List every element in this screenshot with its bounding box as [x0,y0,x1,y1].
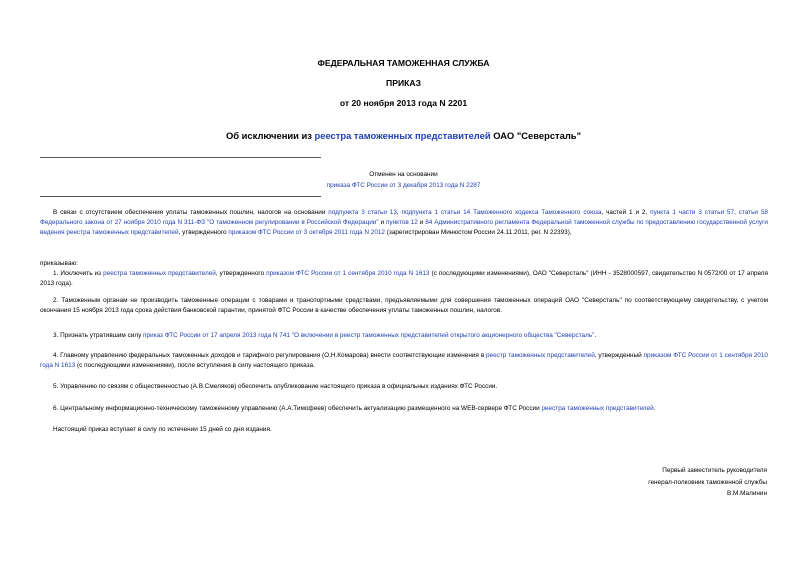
order-word: приказываю: [40,260,78,267]
title-text-before: Об исключении из [225,130,315,141]
preamble-text: и [417,219,426,227]
preamble-text: В связи с отсутствием обеспечения уплаты таможенных пошлин, налогов на основании [53,209,329,216]
preamble-link[interactable]: подпункта 3 статьи 13 [328,209,397,216]
signer-position: Первый заместитель руководителя [662,467,767,474]
title-text-after: ОАО "Северсталь" [490,130,582,141]
preamble-link[interactable]: подпункта 1 статьи 14 Таможенного кодекса Таможенного союза [401,209,602,216]
preamble-text: , утвержденного [178,229,229,237]
order-item-6 [40,404,768,414]
item-text: 6. Центральному информационно-техническому таможенному управлению (А.А.Тимофеев) обеспечить актуализацию размещенного на WEB-сервере ФТС России [53,405,542,412]
order-741-link[interactable]: приказ ФТС России от 17 апреля 2013 года N 741 "О включении в реестр таможенных представителей открытого акционерного общества "Северсталь" [143,332,595,339]
doc-type-heading: ПРИКАЗ [386,78,421,88]
item-text: , утвержденного [215,270,267,277]
item-text: 3. Признать утратившим силу [53,332,144,339]
preamble-link[interactable]: приказом ФТС России от 3 октября 2011 года N 2012 [228,229,385,237]
preamble-paragraph [40,208,768,239]
preamble-text: , частей 1 и 2, [601,209,651,216]
signature-block [567,465,767,500]
effective-date-paragraph: Настоящий приказ вступает в силу по истечении 15 дней со дня издания. [53,426,272,433]
order-item-4 [40,351,768,371]
preamble-link[interactable]: статьи 58 Федерального закона от 27 ноября 2010 года N 311-ФЗ "О таможенном регулировании в Российской Федерации" [40,209,768,227]
item-text: (с последующими изменениями), после вступления в силу настоящего приказа. [75,362,315,370]
registry-link[interactable]: реестра таможенных представителей [541,405,654,412]
registry-link[interactable]: реестра таможенных представителей [103,270,216,277]
item-text: (с последующими изменениями), ОАО "Северсталь" (ИНН - 3528000597, свидетельство N 0572/00 от 17 апреля 2013 года). [40,270,768,288]
item-text: 4. Главному управлению федеральных таможенных доходов и тарифного регулирования (О.Н.Комарова) внести соответствующие изменения в [53,352,486,359]
item-text: 1. Исключить из [53,270,104,277]
revocation-note-link-line [0,181,807,191]
revocation-note-line: Отменен на основании [369,171,438,178]
signer-rank: генерал-полковник таможенной службы [648,478,767,486]
title-registry-link[interactable]: реестра таможенных представителей [314,130,491,141]
agency-heading: ФЕДЕРАЛЬНАЯ ТАМОЖЕННАЯ СЛУЖБА [317,58,490,68]
preamble-link[interactable]: пункта 1 части 3 статьи 57 [650,209,735,216]
order-item-5: 5. Управлению по связям с общественностью (А.В.Смеляков) обеспечить опубликование настоящего приказа в официальных изданиях ФТС России. [53,383,498,390]
order-item-2: 2. Таможенным органам не производить таможенные операции с товарами и транспортными средствами, предъявляемыми для совершения таможенных операций ОАО "Северсталь" по соответствующему свидетельству, с учетом окончания 15 ноября 2013 года срока действия банковской гарантии, принятой ФТС России в качестве обеспечения уплаты таможенных пошлин, налогов. [40,297,768,315]
document-title [0,130,807,142]
item-text: , утвержденный [594,352,644,359]
order-item-1 [40,269,768,289]
revocation-order-link[interactable]: приказа ФТС России от 3 декабря 2013 года N 2287 [326,182,481,189]
date-number-heading: от 20 ноября 2013 года N 2201 [339,98,468,108]
order-1613-link[interactable]: приказом ФТС России от 1 сентября 2010 года N 1613 [266,270,430,277]
item-text: . [653,405,656,412]
divider-top [40,157,321,158]
preamble-text: и [378,219,386,227]
preamble-link[interactable]: пунктов 12 [385,219,418,227]
signer-name: В.М.Малинин [726,490,767,497]
preamble-text: , [734,209,739,216]
divider-bottom [40,196,321,197]
item-text: . [594,332,597,339]
order-1613-link[interactable]: приказом ФТС России от 1 сентября 2010 года N 1613 [40,352,768,370]
registry-link[interactable]: реестр таможенных представителей [486,352,595,359]
order-item-3 [40,331,768,341]
preamble-text: , [396,209,402,216]
preamble-link[interactable]: 84 Административного регламента Федеральной таможенной службы по предоставлению государственной услуги ведения реестра таможенных представителей [40,219,768,237]
preamble-text: (зарегистрирован Минюстом России 24.11.2011, рег. N 22393), [384,229,572,237]
